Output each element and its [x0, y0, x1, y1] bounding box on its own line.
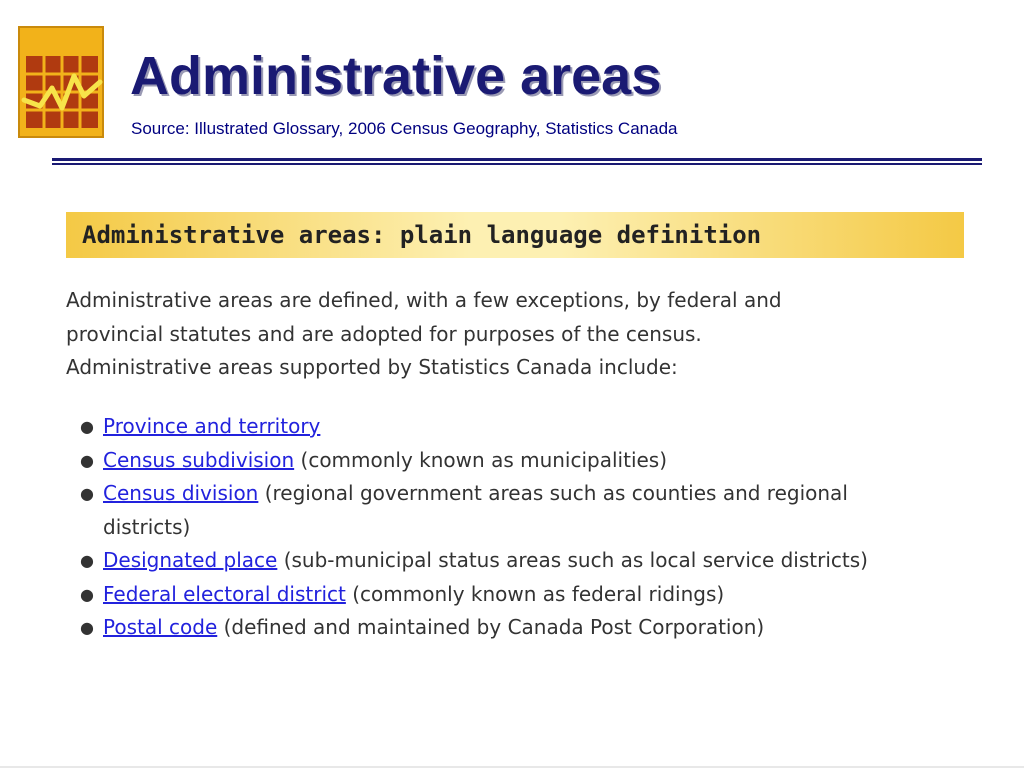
item-description: (sub-municipal status areas such as local service districts): [283, 548, 868, 572]
link-census-subdivision[interactable]: Census subdivision: [103, 447, 295, 472]
bullet-icon: ●: [80, 551, 94, 570]
link-designated-place[interactable]: Designated place: [103, 548, 278, 572]
list-item: [80, 578, 900, 612]
intro-line: provincial statutes and are adopted for purposes of the census.: [66, 321, 702, 346]
bullet-icon: ●: [80, 584, 94, 604]
list-item: [80, 444, 900, 478]
intro-line: Administrative areas supported by Statistics Canada include:: [66, 355, 678, 379]
item-description: (commonly known as federal ridings): [352, 581, 725, 606]
chart-grid-icon: [18, 26, 104, 138]
item-description: (regional government areas such as counties and regional districts): [103, 481, 848, 539]
slide-title: Administrative areas: [130, 46, 662, 106]
intro-line: Administrative areas are defined, with a few exceptions, by federal and: [66, 288, 782, 312]
link-census-division[interactable]: Census division: [103, 481, 259, 505]
definition-header: Administrative areas: plain language definition: [66, 212, 964, 258]
link-federal-electoral-district[interactable]: Federal electoral district: [103, 581, 346, 606]
bullet-icon: ●: [80, 484, 94, 503]
definition-intro: [66, 284, 946, 385]
title-divider-top: [52, 158, 982, 161]
list-item: [80, 410, 900, 444]
bullet-icon: ●: [80, 618, 94, 637]
slide-subtitle: Source: Illustrated Glossary, 2006 Census Geography, Statistics Canada: [131, 119, 678, 138]
bullet-icon: ●: [80, 417, 94, 436]
list-item: [80, 611, 900, 645]
link-postal-code[interactable]: Postal code: [103, 615, 218, 639]
item-description: (commonly known as municipalities): [300, 447, 668, 472]
administrative-areas-list: [80, 410, 900, 645]
link-province-and-territory[interactable]: Province and territory: [103, 414, 321, 438]
item-description: (defined and maintained by Canada Post Corporation): [223, 615, 765, 639]
bullet-icon: ●: [80, 450, 94, 470]
title-divider-bottom: [52, 163, 982, 165]
list-item: [80, 477, 900, 544]
list-item: [80, 544, 900, 578]
